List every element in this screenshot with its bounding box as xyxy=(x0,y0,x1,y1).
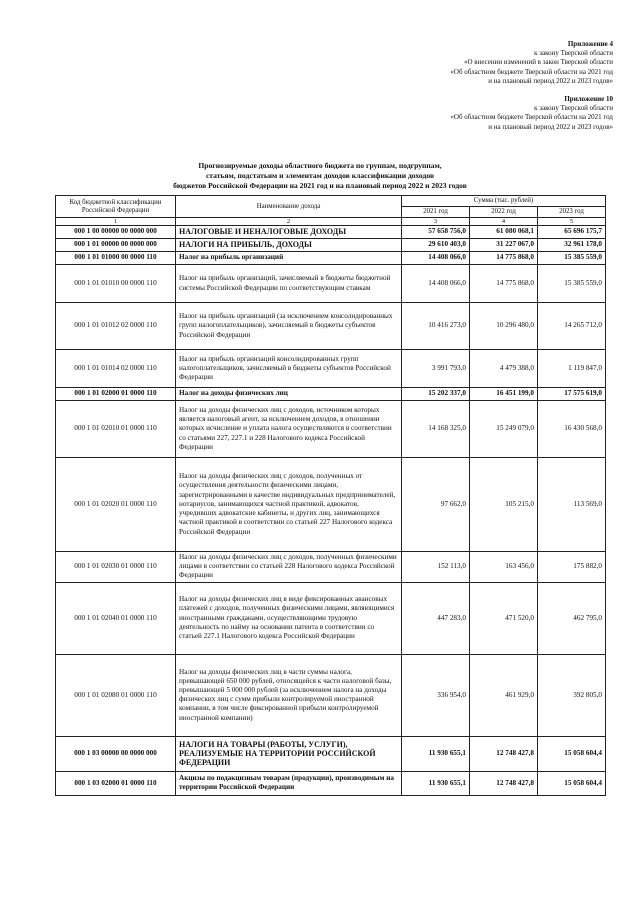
row-value-2022: 471 520,0 xyxy=(470,582,538,654)
table-row xyxy=(56,771,606,795)
row-code: 000 1 00 00000 00 0000 000 xyxy=(56,226,176,239)
table-row xyxy=(56,552,606,583)
row-value-2023: 32 961 178,0 xyxy=(538,239,606,252)
header-year-2023: 2023 год xyxy=(538,207,606,218)
column-number: 2 xyxy=(176,218,402,226)
row-value-2023: 1 119 847,0 xyxy=(538,350,606,388)
header-code: Код бюджетной классификации Российской Федерации xyxy=(56,196,176,218)
row-name: Налог на доходы физических лиц с доходов, полученных физическими лицами в соответствии со статьей 228 Налогового кодекса Российской Федерации xyxy=(176,552,402,583)
row-code: 000 1 01 01010 00 0000 110 xyxy=(56,265,176,303)
row-code: 000 1 01 02080 01 0000 110 xyxy=(56,654,176,736)
row-value-2022: 461 929,0 xyxy=(470,654,538,736)
row-code: 000 1 01 02000 01 0000 110 xyxy=(56,388,176,401)
row-value-2021: 14 168 325,0 xyxy=(402,401,470,458)
row-code: 000 1 01 01000 00 0000 110 xyxy=(56,252,176,265)
appendix-4-line: и на плановый период 2022 и 2023 годов» xyxy=(488,76,613,85)
appendix-10-line: и на плановый период 2022 и 2023 годов» xyxy=(488,122,613,131)
row-code: 000 1 01 02010 01 0000 110 xyxy=(56,401,176,458)
column-number: 5 xyxy=(538,218,606,226)
column-number: 3 xyxy=(402,218,470,226)
appendix-4-title: Приложение 4 xyxy=(567,40,613,48)
document-title-line: бюджетов Российской Федерации на 2021 год и на плановый период 2022 и 2023 годов xyxy=(173,180,467,190)
table-row xyxy=(56,458,606,552)
row-code: 000 1 01 02020 01 0000 110 xyxy=(56,458,176,552)
row-value-2023: 65 696 175,7 xyxy=(538,226,606,239)
table-row xyxy=(56,582,606,654)
row-value-2022: 15 249 079,0 xyxy=(470,401,538,458)
row-value-2021: 15 202 337,0 xyxy=(402,388,470,401)
row-value-2021: 336 954,0 xyxy=(402,654,470,736)
header-year-2022: 2022 год xyxy=(470,207,538,218)
row-name: Налог на доходы физических лиц в виде фиксированных авансовых платежей с доходов, полученных физическими лицами, являющимися иностранными гражданами, осуществляющими трудовую деятельность по найму на основании патента в соответствии со статьей 227.1 Налогового кодекса Российской Федерации xyxy=(176,582,402,654)
row-value-2022: 16 451 199,0 xyxy=(470,388,538,401)
row-name: Налог на доходы физических лиц в части суммы налога, превышающей 650 000 рублей, относящейся к части налоговой базы, превышающей 5 000 000 рублей (за исключением налога на доходы физических лиц с сумм прибыли контролируемой иностранной компании, в том числе фиксированной прибыли контролируемой иностранной компании) xyxy=(176,654,402,736)
header-name: Наименование дохода xyxy=(176,196,402,218)
row-code: 000 1 01 01014 02 0000 110 xyxy=(56,350,176,388)
row-value-2023: 392 805,0 xyxy=(538,654,606,736)
row-value-2022: 163 456,0 xyxy=(470,552,538,583)
row-value-2021: 447 283,0 xyxy=(402,582,470,654)
row-value-2023: 15 058 604,4 xyxy=(538,771,606,795)
revenue-table xyxy=(55,195,606,796)
row-name: Налог на прибыль организаций консолидированных групп налогоплательщиков, зачисляемый в бюджеты субъектов Российской Федерации xyxy=(176,350,402,388)
row-value-2022: 12 748 427,8 xyxy=(470,771,538,795)
row-value-2022: 31 227 067,0 xyxy=(470,239,538,252)
row-value-2022: 105 215,0 xyxy=(470,458,538,552)
appendix-10-header xyxy=(450,95,613,132)
row-name: НАЛОГИ НА ПРИБЫЛЬ, ДОХОДЫ xyxy=(176,239,402,252)
row-name: Налог на доходы физических лиц с доходов, источником которых является налоговый агент, за исключением доходов, в отношении которых исчисление и уплата налога осуществляются в соответствии со статьями 227, 227.1 и 228 Налогового кодекса Российской Федерации xyxy=(176,401,402,458)
table-row xyxy=(56,303,606,350)
column-number: 1 xyxy=(56,218,176,226)
appendix-10-title: Приложение 10 xyxy=(564,95,613,103)
row-value-2022: 14 775 868,0 xyxy=(470,252,538,265)
table-row xyxy=(56,350,606,388)
row-value-2023: 462 795,0 xyxy=(538,582,606,654)
row-code: 000 1 03 00000 00 0000 000 xyxy=(56,736,176,771)
document-title-line: статьям, подстатьям и элементам доходов классификации доходов xyxy=(205,170,435,180)
row-value-2023: 16 430 568,0 xyxy=(538,401,606,458)
row-value-2021: 11 930 655,1 xyxy=(402,736,470,771)
row-value-2023: 113 569,0 xyxy=(538,458,606,552)
row-value-2022: 61 080 068,1 xyxy=(470,226,538,239)
row-name: НАЛОГОВЫЕ И НЕНАЛОГОВЫЕ ДОХОДЫ xyxy=(176,226,402,239)
appendix-10-line: «Об областном бюджете Тверской области на 2021 год xyxy=(450,113,613,122)
row-value-2022: 4 479 388,0 xyxy=(470,350,538,388)
appendix-4-line: «О внесении изменений в закон Тверской области xyxy=(463,58,613,67)
row-value-2021: 57 658 756,0 xyxy=(402,226,470,239)
row-value-2021: 11 930 655,1 xyxy=(402,771,470,795)
row-name: НАЛОГИ НА ТОВАРЫ (РАБОТЫ, УСЛУГИ), РЕАЛИЗУЕМЫЕ НА ТЕРРИТОРИИ РОССИЙСКОЙ ФЕДЕРАЦИИ xyxy=(176,736,402,771)
table-row xyxy=(56,736,606,771)
row-name: Налог на прибыль организаций xyxy=(176,252,402,265)
row-value-2021: 152 113,0 xyxy=(402,552,470,583)
row-name: Налог на прибыль организаций (за исключением консолидированных групп налогоплательщиков), зачисляемый в бюджеты субъектов Российской Федерации xyxy=(176,303,402,350)
appendix-4-header xyxy=(450,40,613,86)
row-value-2023: 17 575 619,0 xyxy=(538,388,606,401)
row-value-2023: 15 058 604,4 xyxy=(538,736,606,771)
table-row xyxy=(56,654,606,736)
row-code: 000 1 01 02030 01 0000 110 xyxy=(56,552,176,583)
column-number: 4 xyxy=(470,218,538,226)
document-title xyxy=(60,161,580,190)
table-row xyxy=(56,388,606,401)
row-value-2021: 10 416 273,0 xyxy=(402,303,470,350)
row-value-2021: 3 991 793,0 xyxy=(402,350,470,388)
row-value-2021: 29 610 403,0 xyxy=(402,239,470,252)
row-value-2023: 14 265 712,0 xyxy=(538,303,606,350)
header-year-2021: 2021 год xyxy=(402,207,470,218)
row-code: 000 1 01 02040 01 0000 110 xyxy=(56,582,176,654)
row-code: 000 1 01 00000 00 0000 000 xyxy=(56,239,176,252)
table-row xyxy=(56,239,606,252)
row-name: Налог на доходы физических лиц с доходов, полученных от осуществления деятельности физическими лицами, зарегистрированными в качестве индивидуальных предпринимателей, нотариусов, занимающихся частной практикой, адвокатов, учредивших адвокатские кабинеты, и других лиц, занимающихся частной практикой в соответствии со статьей 227 Налогового кодекса Российской Федерации xyxy=(176,458,402,552)
row-value-2021: 97 662,0 xyxy=(402,458,470,552)
row-name: Налог на доходы физических лиц xyxy=(176,388,402,401)
table-row xyxy=(56,226,606,239)
row-value-2021: 14 408 066,0 xyxy=(402,252,470,265)
row-value-2022: 12 748 427,8 xyxy=(470,736,538,771)
appendix-4-line: «Об областном бюджете Тверской области на 2021 год xyxy=(450,67,613,76)
appendix-4-line: к закону Тверской области xyxy=(534,49,613,58)
row-value-2022: 14 775 868,0 xyxy=(470,265,538,303)
row-name: Налог на прибыль организаций, зачисляемый в бюджеты бюджетной системы Российской Федерации по соответствующим ставкам xyxy=(176,265,402,303)
row-code: 000 1 03 02000 01 0000 110 xyxy=(56,771,176,795)
table-row xyxy=(56,252,606,265)
document-title-line: Прогнозируемые доходы областного бюджета по группам, подгруппам, xyxy=(198,161,442,170)
row-code: 000 1 01 01012 02 0000 110 xyxy=(56,303,176,350)
row-value-2023: 15 385 559,0 xyxy=(538,265,606,303)
appendix-10-line: к закону Тверской области xyxy=(534,104,613,113)
header-sum: Сумма (тыс. рублей) xyxy=(402,196,606,207)
row-value-2021: 14 408 066,0 xyxy=(402,265,470,303)
row-value-2022: 10 296 480,0 xyxy=(470,303,538,350)
table-row xyxy=(56,265,606,303)
row-name: Акцизы по подакцизным товарам (продукции), производимым на территории Российской Федерации xyxy=(176,771,402,795)
table-row xyxy=(56,401,606,458)
row-value-2023: 15 385 559,0 xyxy=(538,252,606,265)
row-value-2023: 175 882,0 xyxy=(538,552,606,583)
